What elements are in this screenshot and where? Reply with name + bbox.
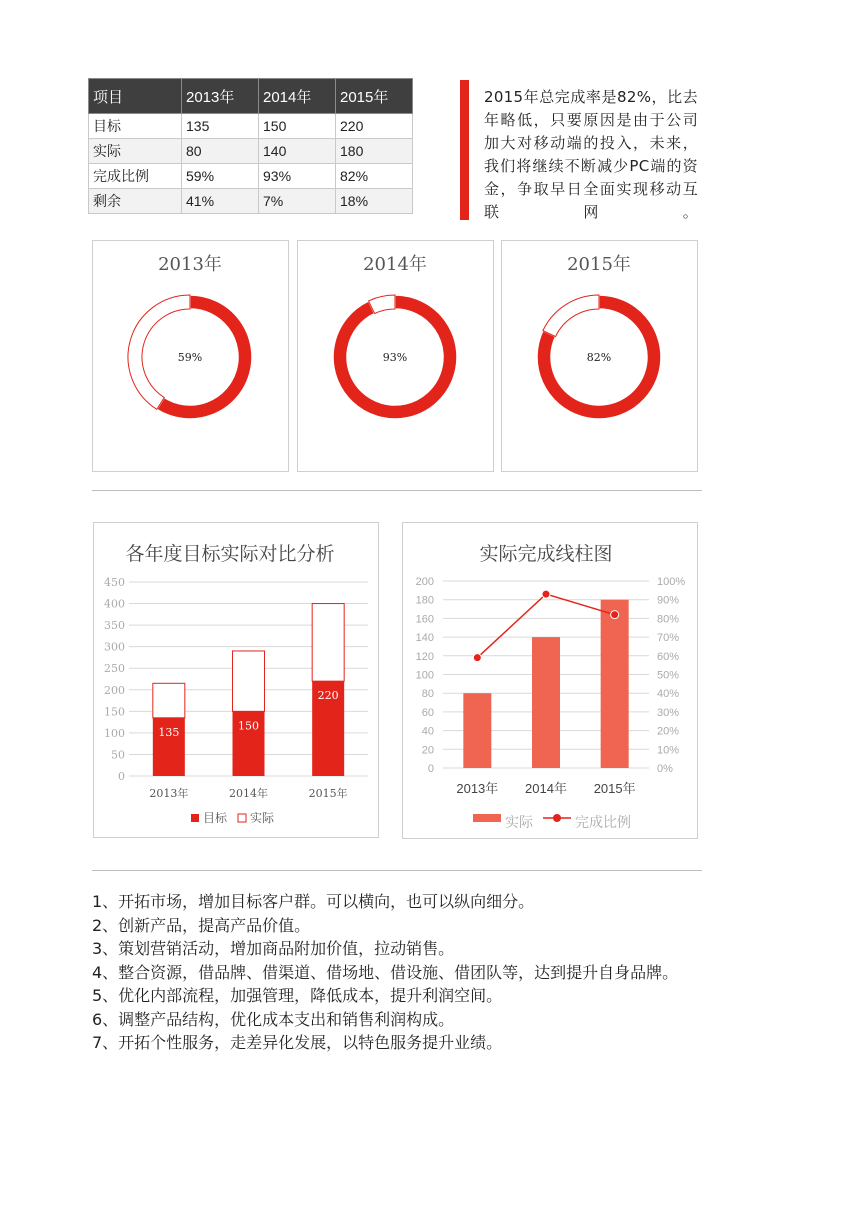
table-cell: 80 [182,139,259,164]
y-tick-label: 450 [104,576,125,589]
table-cell: 41% [182,189,259,214]
donut-center-label: 59% [177,351,203,364]
y-tick-label: 400 [104,597,125,611]
y-tick-label: 250 [104,662,125,676]
donut-title: 2014年 [363,254,427,275]
y2-tick-label: 50% [657,669,680,682]
donut-chart-2015 [501,240,698,472]
y-tick-label: 200 [104,683,125,697]
legend-swatch-target [191,814,199,822]
donut-slice-completed [157,295,252,419]
legend-label: 实际 [250,811,275,825]
x-tick-label: 2013年 [456,781,499,796]
table-cell: 59% [182,164,259,189]
table-cell: 140 [259,139,336,164]
y-tick-label: 100 [415,669,434,682]
y2-tick-label: 30% [657,706,680,719]
legend-label: 实际 [505,814,533,830]
bar-actual [532,637,560,768]
y-tick-label: 60 [421,706,434,719]
chart-title: 各年度目标实际对比分析 [125,544,335,565]
y2-tick-label: 10% [657,744,680,757]
table-header-cell: 2013年 [182,79,259,114]
table-cell: 150 [259,114,336,139]
list-item: 6、调整产品结构，优化成本支出和销售利润构成。 [92,1009,455,1029]
legend-label: 目标 [203,811,228,825]
y-tick-label: 150 [104,705,125,719]
y-tick-label: 350 [104,619,125,633]
table-cell: 82% [336,164,413,189]
divider [92,870,702,871]
bar-actual [153,683,185,717]
bar-actual [601,600,629,768]
divider [92,490,702,491]
x-tick-label: 2015年 [308,787,348,800]
table-row [89,164,413,189]
table-cell: 180 [336,139,413,164]
table-cell: 7% [259,189,336,214]
legend-swatch-actual [238,814,246,822]
data-label: 150 [238,719,259,733]
y2-tick-label: 80% [657,613,680,626]
y-tick-label: 80 [421,688,434,701]
bar-actual [233,651,265,711]
y-tick-label: 180 [415,594,434,607]
y-tick-label: 300 [104,640,125,654]
x-tick-label: 2015年 [593,781,636,796]
list-item: 5、优化内部流程，加强管理，降低成本，提升利润空间。 [92,986,503,1005]
y2-tick-label: 40% [657,688,680,701]
donut-title: 2015年 [567,254,631,275]
table-row [89,189,413,214]
table-cell: 目标 [89,114,182,139]
list-item: 2、创新产品，提高产品价值。 [92,915,311,935]
table-header-cell: 项目 [89,79,182,114]
line-point [611,611,619,619]
legend-label: 完成比例 [575,814,631,830]
table-header-row [89,79,413,114]
donut-chart-2013 [92,240,289,472]
y-tick-label: 200 [415,576,434,588]
y-tick-label: 120 [415,650,434,663]
bar-actual [463,693,491,768]
y-tick-label: 100 [104,726,125,740]
x-tick-label: 2014年 [229,787,268,800]
table-cell: 18% [336,189,413,214]
y2-tick-label: 0% [657,763,673,775]
table-header-cell: 2014年 [259,79,336,114]
list-item: 7、开拓个性服务，走差异化发展，以特色服务提升业绩。 [92,1033,503,1052]
donut-slice-remaining [543,295,599,337]
y2-tick-label: 60% [657,650,680,663]
summary-table [88,78,413,214]
y2-tick-label: 90% [657,594,680,607]
table-cell: 实际 [89,139,182,164]
y-tick-label: 140 [415,632,434,645]
table-header-cell: 2015年 [336,79,413,114]
table-cell: 完成比例 [89,164,182,189]
y2-tick-label: 70% [657,632,680,645]
table-cell: 剩余 [89,189,182,214]
table-cell: 93% [259,164,336,189]
summary-text: 2015年总完成率是82%，比去年略低，只要原因是由于公司加大对移动端的投入，未来，我们将继续不断减少PC端的资金，争取早日全面实现移动互联网。 [484,88,698,221]
y-tick-label: 50 [111,748,125,762]
bar-actual [312,604,344,682]
donut-chart-2014 [297,240,494,472]
actual-completion-combo-chart [402,522,698,839]
line-point [542,590,550,598]
line-point [473,654,481,662]
table-cell: 135 [182,114,259,139]
list-item: 1、开拓市场，增加目标客户群。可以横向，也可以纵向细分。 [92,892,535,911]
data-label: 220 [317,689,339,703]
y-tick-label: 160 [415,613,434,626]
table-cell: 220 [336,114,413,139]
data-label: 135 [158,725,180,739]
chart-title: 实际完成线柱图 [479,544,613,565]
accent-bar [460,80,469,220]
donut-center-label: 82% [586,351,612,364]
y-tick-label: 0 [427,763,434,775]
y2-tick-label: 100% [657,576,686,588]
table-row [89,139,413,164]
legend-swatch-bar [473,814,501,822]
y-tick-label: 0 [118,770,125,783]
donut-title: 2013年 [158,254,222,275]
y-tick-label: 20 [421,744,434,757]
list-item: 4、整合资源，借品牌、借渠道、借场地、借设施、借团队等，达到提升自身品牌。 [92,962,679,982]
table-row [89,114,413,139]
y-tick-label: 40 [421,725,434,738]
x-tick-label: 2013年 [149,787,189,800]
legend-marker [553,814,561,822]
target-actual-bar-chart [93,522,379,838]
y2-tick-label: 20% [657,725,680,738]
donut-center-label: 93% [382,351,408,364]
improvement-notes [92,890,692,1055]
list-item: 3、策划营销活动，增加商品附加价值，拉动销售。 [92,939,455,958]
x-tick-label: 2014年 [525,781,567,796]
